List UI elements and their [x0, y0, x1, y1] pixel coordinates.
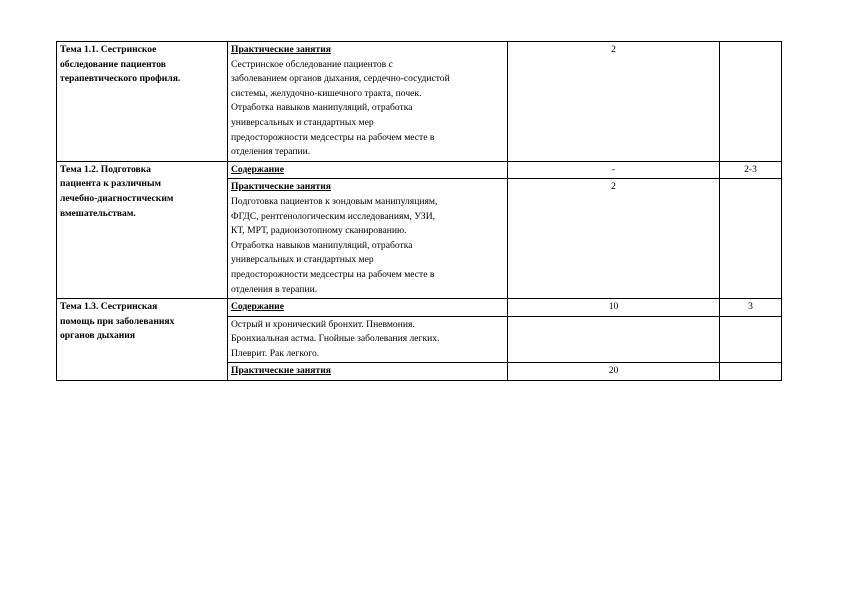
section-label: Практические занятия	[231, 365, 331, 377]
content-cell: Практические занятия Сестринское обследование пациентов с заболеванием органов дыхания, сердечно-сосудистой системы, желудочно-кишечного тракта, почек. Отработка навыков манипуляций, отработка универсальных и стандартных мер предосторожности медсестры на рабочем месте в отделения терапии.	[228, 42, 508, 162]
hours-cell: 20	[508, 363, 720, 381]
hours-cell: -	[508, 161, 720, 179]
level-cell: 3	[720, 299, 782, 317]
section-label: Содержание	[231, 301, 284, 313]
table-row	[57, 161, 782, 179]
level-cell	[720, 316, 782, 363]
content-cell	[228, 161, 508, 179]
section-label: Содержание	[231, 163, 284, 175]
content-cell: Практические занятия Подготовка пациентов к зондовым манипуляциям, ФГДС, рентгенологическим исследованиям, УЗИ, КТ, МРТ, радиоизотопному сканированию. Отработка навыков манипуляций, отработка универсальных и стандартных мер предосторожности медсестры на рабочем месте в отделения в терапии.	[228, 179, 508, 299]
level-cell: 2-3	[720, 161, 782, 179]
content-cell	[228, 299, 508, 317]
level-cell	[720, 42, 782, 162]
hours-cell: 2	[508, 179, 720, 299]
hours-cell: 10	[508, 299, 720, 317]
hours-cell	[508, 316, 720, 363]
section-label: Практические занятия	[231, 181, 331, 193]
hours-cell: 2	[508, 42, 720, 162]
level-cell	[720, 363, 782, 381]
topic-cell: Тема 1.1. Сестринское обследование пациентов терапевтического профиля.	[57, 42, 228, 162]
table-row	[57, 299, 782, 317]
curriculum-table	[56, 41, 782, 381]
level-cell	[720, 179, 782, 299]
topic-cell: Тема 1.3. Сестринская помощь при заболеваниях органов дыхания	[57, 299, 228, 381]
table-row	[57, 42, 782, 162]
content-cell	[228, 363, 508, 381]
topic-cell: Тема 1.2. Подготовка пациента к различным лечебно-диагностическим вмешательствам.	[57, 161, 228, 298]
content-cell: Острый и хронический бронхит. Пневмония. Бронхиальная астма. Гнойные заболевания легких. Плеврит. Рак легкого.	[228, 316, 508, 363]
section-label: Практические занятия	[231, 44, 331, 55]
